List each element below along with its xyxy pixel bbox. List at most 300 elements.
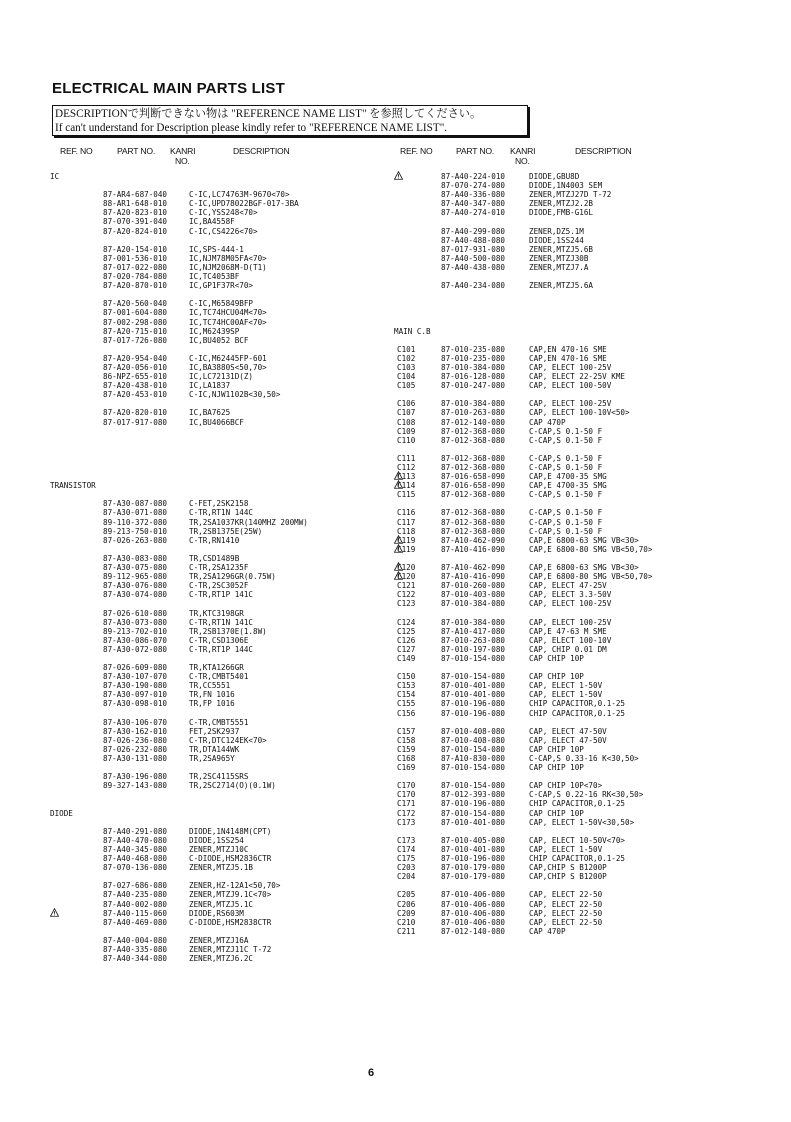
header-description-right: DESCRIPTION [575, 146, 632, 156]
description-cell: CAP, ELECT 22-25V KME [529, 372, 626, 382]
part-no-cell: 87-A40-336-080 [441, 190, 506, 200]
part-no-cell: 87-012-368-080 [441, 426, 506, 436]
part-no-cell: 87-A30-073-080 [103, 617, 168, 627]
description-cell: ZENER,HZ-12A1<50,70> [189, 881, 281, 891]
part-no-cell: 87-001-536-010 [103, 253, 168, 263]
part-row [394, 781, 774, 790]
part-no-cell: 87-012-368-080 [441, 490, 506, 500]
part-row [50, 645, 380, 654]
part-no-cell: 87-A40-224-010 [441, 172, 506, 181]
part-no-cell: 87-A10-417-080 [441, 626, 506, 636]
description-cell: ZENER,MTZJ16A [189, 935, 249, 945]
description-cell: C-TR,CMBT5551 [189, 717, 249, 727]
ref-no-cell: C125 [397, 626, 416, 636]
description-cell: ZENER,MTZJ5.1B [189, 863, 254, 873]
part-row [394, 481, 774, 490]
part-row [50, 245, 380, 254]
part-row [394, 736, 774, 745]
description-cell: C-CAP,S 0.1-50 F [529, 426, 603, 436]
description-cell: C-CAP,S 0.33-16 K<30,50> [529, 754, 639, 763]
spacer-row [394, 290, 774, 299]
part-row [394, 199, 774, 208]
note-line-english: If can't understand for Description please kindly refer to "REFERENCE NAME LIST". [55, 122, 448, 134]
description-cell: IC,NJM78M05FA<70> [189, 253, 267, 263]
part-no-cell: 89-327-143-080 [103, 781, 168, 791]
description-cell: IC,M62439SP [189, 326, 240, 336]
part-row [394, 372, 774, 381]
part-no-cell: 87-A40-344-080 [103, 954, 168, 964]
ref-no-cell: C206 [397, 899, 416, 909]
part-row [394, 863, 774, 872]
description-cell: CAP, ELECT 1-50V [529, 681, 603, 691]
ref-no-cell: C123 [397, 599, 416, 609]
ref-no-cell: C157 [397, 726, 416, 736]
part-no-cell: 87-A20-056-010 [103, 362, 168, 372]
description-cell: DIODE,1N4148M(CPT) [189, 826, 272, 836]
part-no-cell: 87-010-196-080 [441, 708, 506, 718]
part-row [394, 754, 774, 763]
part-no-cell: 87-AR4-687-040 [103, 190, 168, 200]
ref-no-cell: C170 [397, 781, 416, 791]
part-row [394, 527, 774, 536]
part-no-cell: 87-A40-004-080 [103, 935, 168, 945]
ref-no-cell: C127 [397, 644, 416, 654]
spacer-row [50, 790, 380, 799]
part-row [50, 890, 380, 899]
header-kanri-left: KANRI [170, 146, 196, 156]
part-row [394, 709, 774, 718]
header-kanri-no-right: NO. [515, 156, 530, 166]
description-cell: CAP, ELECT 47-50V [529, 735, 607, 745]
description-cell: TR,2SB1370E(1.8W) [189, 626, 267, 636]
description-cell: C-IC,NJW1102B<30,50> [189, 390, 281, 400]
part-no-cell: 87-010-408-080 [441, 726, 506, 736]
description-cell: IC,GP1F37R<70> [189, 281, 254, 291]
part-row [394, 799, 774, 808]
part-no-cell: 87-010-401-080 [441, 690, 506, 700]
header-ref-no-right: REF. NO [400, 146, 433, 156]
part-row [50, 781, 380, 790]
description-cell: IC,SPS-444-1 [189, 244, 244, 254]
part-row [394, 681, 774, 690]
part-row [50, 581, 380, 590]
part-no-cell: 87-010-154-080 [441, 763, 506, 773]
description-cell: CAP CHIP 10P<70> [529, 781, 603, 791]
part-row [394, 190, 774, 199]
page-title: ELECTRICAL MAIN PARTS LIST [52, 80, 285, 97]
part-row [50, 308, 380, 317]
description-cell: IC,LC72131D(Z) [189, 372, 254, 382]
ref-no-cell: C122 [397, 590, 416, 600]
part-row [394, 545, 774, 554]
part-row [394, 227, 774, 236]
part-no-cell: 87-012-368-080 [441, 435, 506, 445]
part-no-cell: 87-A40-470-080 [103, 835, 168, 845]
part-row [394, 427, 774, 436]
description-cell: CAP CHIP 10P [529, 763, 584, 773]
part-row [394, 836, 774, 845]
ref-no-cell: C204 [397, 872, 416, 882]
spacer-row [394, 827, 774, 836]
part-row [50, 363, 380, 372]
part-row [394, 818, 774, 827]
description-cell: CAP, ELECT 22-50 [529, 917, 603, 927]
part-row [50, 918, 380, 927]
part-no-cell: 87-010-260-080 [441, 581, 506, 591]
part-row [50, 690, 380, 699]
ref-no-cell: C115 [397, 490, 416, 500]
description-cell: TR,2SA1296GR(0.75W) [189, 572, 276, 582]
part-no-cell: 87-A20-438-010 [103, 381, 168, 391]
part-no-cell: 87-010-154-080 [441, 781, 506, 791]
ref-no-cell: C105 [397, 381, 416, 391]
ref-no-cell: C113 [397, 472, 416, 482]
description-cell: CAP,E 47-63 M SME [529, 626, 607, 636]
description-cell: CAP CHIP 10P [529, 672, 584, 682]
description-cell: IC,BA3880S<50,70> [189, 362, 267, 372]
description-cell: ZENER,MTZJ5.1C [189, 899, 254, 909]
spacer-row [50, 445, 380, 454]
part-no-cell: 87-A40-345-080 [103, 844, 168, 854]
description-cell: DIODE,1SS254 [189, 835, 244, 845]
caution-triangle-icon [50, 908, 59, 917]
part-no-cell: 87-017-931-080 [441, 244, 506, 254]
description-cell: C-IC,M65849BFP [189, 299, 254, 309]
part-row [394, 172, 774, 181]
part-no-cell: 87-027-686-080 [103, 881, 168, 891]
part-row [50, 936, 380, 945]
part-row [394, 927, 774, 936]
part-no-cell: 87-017-917-080 [103, 417, 168, 427]
section-heading-row [50, 172, 380, 181]
ref-no-cell: C159 [397, 744, 416, 754]
spacer-row [50, 818, 380, 827]
spacer-row [394, 499, 774, 508]
part-no-cell: 87-A40-347-080 [441, 199, 506, 209]
part-no-cell: 87-A10-462-090 [441, 535, 506, 545]
ref-no-cell: C110 [397, 435, 416, 445]
ref-no-cell: C119 [397, 535, 416, 545]
description-cell: C-FET,2SK2158 [189, 499, 249, 509]
description-cell: C-TR,CSD1306E [189, 635, 249, 645]
spacer-row [50, 399, 380, 408]
description-cell: IC,TC74HCU04M<70> [189, 308, 267, 318]
description-cell: CAP,E 6800-80 SMG VB<50,70> [529, 572, 653, 582]
spacer-row [50, 345, 380, 354]
part-no-cell: 87-A40-002-080 [103, 899, 168, 909]
ref-no-cell: C117 [397, 517, 416, 527]
section-heading: IC [50, 172, 60, 181]
section-heading-row [394, 327, 774, 336]
spacer-row [394, 609, 774, 618]
ref-no-cell: C158 [397, 735, 416, 745]
section-heading-row [50, 809, 380, 818]
part-no-cell: 87-A30-074-080 [103, 590, 168, 600]
part-no-cell: 87-A40-115-060 [103, 908, 168, 918]
spacer-row [50, 290, 380, 299]
ref-no-cell: C205 [397, 890, 416, 900]
part-row [50, 590, 380, 599]
spacer-row [50, 490, 380, 499]
caution-triangle-icon [394, 171, 403, 180]
part-no-cell: 87-026-263-080 [103, 535, 168, 545]
part-no-cell: 87-A40-291-080 [103, 826, 168, 836]
spacer-row [50, 709, 380, 718]
part-row [50, 272, 380, 281]
part-row [50, 754, 380, 763]
description-cell: FET,2SK2937 [189, 726, 240, 736]
description-cell: CAP CHIP 10P [529, 744, 584, 754]
part-row [394, 436, 774, 445]
part-no-cell: 87-A10-416-090 [441, 544, 506, 554]
part-no-cell: 87-010-179-080 [441, 863, 506, 873]
part-row [50, 372, 380, 381]
part-no-cell: 87-010-263-080 [441, 635, 506, 645]
spacer-row [394, 718, 774, 727]
part-row [394, 590, 774, 599]
part-no-cell: 87-A20-824-010 [103, 226, 168, 236]
spacer-row [394, 445, 774, 454]
part-row [50, 854, 380, 863]
part-row [394, 254, 774, 263]
part-row [394, 618, 774, 627]
part-no-cell: 87-016-658-090 [441, 472, 506, 482]
description-cell: DIODE,FMB-G16L [529, 208, 594, 218]
part-no-cell: 87-A20-823-010 [103, 208, 168, 218]
part-row [394, 236, 774, 245]
part-no-cell: 87-010-384-080 [441, 617, 506, 627]
part-row [50, 227, 380, 236]
part-no-cell: 87-026-610-080 [103, 608, 168, 618]
part-row [50, 518, 380, 527]
part-no-cell: 87-A10-462-090 [441, 563, 506, 573]
part-no-cell: 87-A30-087-080 [103, 499, 168, 509]
part-no-cell: 87-026-236-080 [103, 735, 168, 745]
description-cell: DIODE,1SS244 [529, 235, 584, 245]
part-row [50, 827, 380, 836]
description-cell: IC,TC4053BF [189, 272, 240, 282]
part-row [50, 900, 380, 909]
part-row [50, 909, 380, 918]
description-cell: CAP, ELECT 100-25V [529, 599, 612, 609]
part-no-cell: 87-010-384-080 [441, 599, 506, 609]
part-row [394, 854, 774, 863]
part-no-cell: 87-A30-076-080 [103, 581, 168, 591]
safety-warning-marker [50, 909, 59, 918]
part-row [50, 954, 380, 963]
description-cell: C-TR,2SC3052F [189, 581, 249, 591]
description-cell: CAP, ELECT 100-50V [529, 381, 612, 391]
description-cell: CAP, ELECT 100-25V [529, 617, 612, 627]
part-row [50, 527, 380, 536]
part-no-cell: 87-070-136-080 [103, 863, 168, 873]
part-no-cell: 87-A20-715-010 [103, 326, 168, 336]
ref-no-cell: C173 [397, 835, 416, 845]
description-cell: IC,NJM2068M-D(T1) [189, 262, 267, 272]
description-cell: CAP, ELECT 10-50V<70> [529, 835, 626, 845]
part-row [394, 408, 774, 417]
description-cell: ZENER,MTZJ27D T-72 [529, 190, 612, 200]
part-no-cell: 89-110-372-080 [103, 517, 168, 527]
part-no-cell: 87-026-609-080 [103, 663, 168, 673]
description-cell: C-CAP,S 0.1-50 F [529, 463, 603, 472]
part-no-cell: 87-A30-162-010 [103, 726, 168, 736]
part-row [394, 345, 774, 354]
description-cell: C-TR,CMBT5401 [189, 672, 249, 682]
description-cell: C-TR,RT1N 144C [189, 508, 254, 518]
part-row [394, 690, 774, 699]
part-row [50, 745, 380, 754]
part-no-cell: 89-112-965-080 [103, 572, 168, 582]
description-cell: ZENER,MTZJ7.A [529, 262, 589, 272]
part-no-cell: 87-012-368-080 [441, 463, 506, 472]
ref-no-cell: C120 [397, 563, 416, 573]
section-heading-row [50, 481, 380, 490]
part-no-cell: 87-A30-107-070 [103, 672, 168, 682]
part-no-cell: 87-010-197-080 [441, 644, 506, 654]
description-cell: TR,CSD1489B [189, 553, 240, 563]
part-no-cell: 87-A40-274-010 [441, 208, 506, 218]
part-row [50, 381, 380, 390]
ref-no-cell: C121 [397, 581, 416, 591]
part-no-cell: 87-070-391-040 [103, 217, 168, 227]
part-row [50, 190, 380, 199]
part-row [394, 699, 774, 708]
part-no-cell: 87-A40-299-080 [441, 226, 506, 236]
description-cell: CAP,EN 470-16 SME [529, 344, 607, 354]
description-cell: CHIP CAPACITOR,0.1-25 [529, 799, 626, 809]
section-heading: DIODE [50, 808, 73, 818]
spacer-row [50, 599, 380, 608]
part-row [394, 636, 774, 645]
part-row [50, 263, 380, 272]
description-cell: C-DIODE,HSM2836CTR [189, 854, 272, 864]
description-cell: TR,FN 1016 [189, 690, 235, 700]
part-row [50, 672, 380, 681]
description-cell: CAP 470P [529, 417, 566, 427]
part-row [50, 208, 380, 217]
description-cell: C-IC,M62445FP-601 [189, 353, 267, 363]
part-no-cell: 87-010-154-080 [441, 744, 506, 754]
part-row [50, 327, 380, 336]
description-cell: CAP,EN 470-16 SME [529, 353, 607, 363]
description-cell: CAP,CHIP S B1200P [529, 863, 607, 873]
part-row [394, 281, 774, 290]
header-description-left: DESCRIPTION [233, 146, 290, 156]
part-no-cell: 87-010-401-080 [441, 817, 506, 827]
part-row [394, 181, 774, 190]
part-no-cell: 87-A20-154-010 [103, 244, 168, 254]
part-no-cell: 87-A20-954-040 [103, 353, 168, 363]
ref-no-cell: C119 [397, 544, 416, 554]
description-cell: TR,2SA1037KR(140MHZ 200MW) [189, 517, 308, 527]
part-no-cell: 87-010-235-080 [441, 344, 506, 354]
description-cell: CAP, ELECT 47-25V [529, 581, 607, 591]
ref-no-cell: C111 [397, 453, 416, 463]
part-row [50, 572, 380, 581]
part-no-cell: 87-A30-075-080 [103, 563, 168, 573]
part-no-cell: 87-020-784-080 [103, 272, 168, 282]
ref-no-cell: C108 [397, 417, 416, 427]
part-row [50, 636, 380, 645]
ref-no-cell: C104 [397, 372, 416, 382]
ref-no-cell: C102 [397, 353, 416, 363]
spacer-row [394, 663, 774, 672]
spacer-row [394, 881, 774, 890]
description-cell: C-TR,RN1410 [189, 535, 240, 545]
part-row [50, 508, 380, 517]
ref-no-cell: C109 [397, 426, 416, 436]
part-row [394, 354, 774, 363]
description-cell: IC,BU4052 BCF [189, 335, 249, 345]
part-no-cell: 87-A30-083-080 [103, 553, 168, 563]
description-cell: ZENER,MTZJ2.2B [529, 199, 594, 209]
ref-no-cell: C171 [397, 799, 416, 809]
part-no-cell: 87-A30-086-070 [103, 635, 168, 645]
header-part-no-left: PART NO. [117, 146, 156, 156]
description-cell: DIODE,GBU8D [529, 172, 580, 181]
spacer-row [50, 454, 380, 463]
part-no-cell: 87-010-154-080 [441, 653, 506, 663]
part-row [394, 245, 774, 254]
description-cell: IC,LA1837 [189, 381, 231, 391]
description-cell: C-CAP,S 0.1-50 F [529, 508, 603, 518]
part-row [394, 790, 774, 799]
part-no-cell: 87-010-406-080 [441, 908, 506, 918]
part-no-cell: 89-213-702-010 [103, 626, 168, 636]
description-cell: CAP,E 4700-35 SMG [529, 481, 607, 491]
description-cell: CAP, CHIP 0.01 DM [529, 644, 607, 654]
description-cell: ZENER,MTZJ10C [189, 844, 249, 854]
spacer-row [394, 299, 774, 308]
part-no-cell: 87-016-658-090 [441, 481, 506, 491]
ref-no-cell: C172 [397, 808, 416, 818]
part-row [394, 518, 774, 527]
ref-no-cell: C170 [397, 790, 416, 800]
part-no-cell: 89-213-750-010 [103, 526, 168, 536]
description-cell: C-TR,DTC124EK<70> [189, 735, 267, 745]
part-row [394, 672, 774, 681]
part-no-cell: 87-012-140-080 [441, 417, 506, 427]
ref-no-cell: C124 [397, 617, 416, 627]
description-cell: CAP, ELECT 100-25V [529, 362, 612, 372]
description-cell: CAP, ELECT 47-50V [529, 726, 607, 736]
part-no-cell: 87-A30-072-080 [103, 644, 168, 654]
description-cell: ZENER,MTZJ30B [529, 253, 589, 263]
part-no-cell: 87-002-298-080 [103, 317, 168, 327]
part-no-cell: 87-010-384-080 [441, 399, 506, 409]
part-row [50, 408, 380, 417]
part-no-cell: 87-026-232-080 [103, 744, 168, 754]
description-cell: CAP, ELECT 100-10V<50> [529, 408, 630, 418]
right-parts-column [394, 172, 774, 936]
spacer-row [50, 545, 380, 554]
part-no-cell: 87-001-604-080 [103, 308, 168, 318]
part-row [394, 845, 774, 854]
description-cell: CAP,E 6800-80 SMG VB<50,70> [529, 544, 653, 554]
part-no-cell: 87-012-368-080 [441, 517, 506, 527]
part-no-cell: 87-010-247-080 [441, 381, 506, 391]
part-row [50, 772, 380, 781]
description-cell: C-CAP,S 0.1-50 F [529, 526, 603, 536]
description-cell: TR,2SB1375E(25W) [189, 526, 263, 536]
part-row [394, 381, 774, 390]
part-row [394, 900, 774, 909]
part-no-cell: 87-A40-468-080 [103, 854, 168, 864]
part-no-cell: 87-017-022-080 [103, 262, 168, 272]
description-cell: C-CAP,S 0.1-50 F [529, 490, 603, 500]
part-row [394, 599, 774, 608]
